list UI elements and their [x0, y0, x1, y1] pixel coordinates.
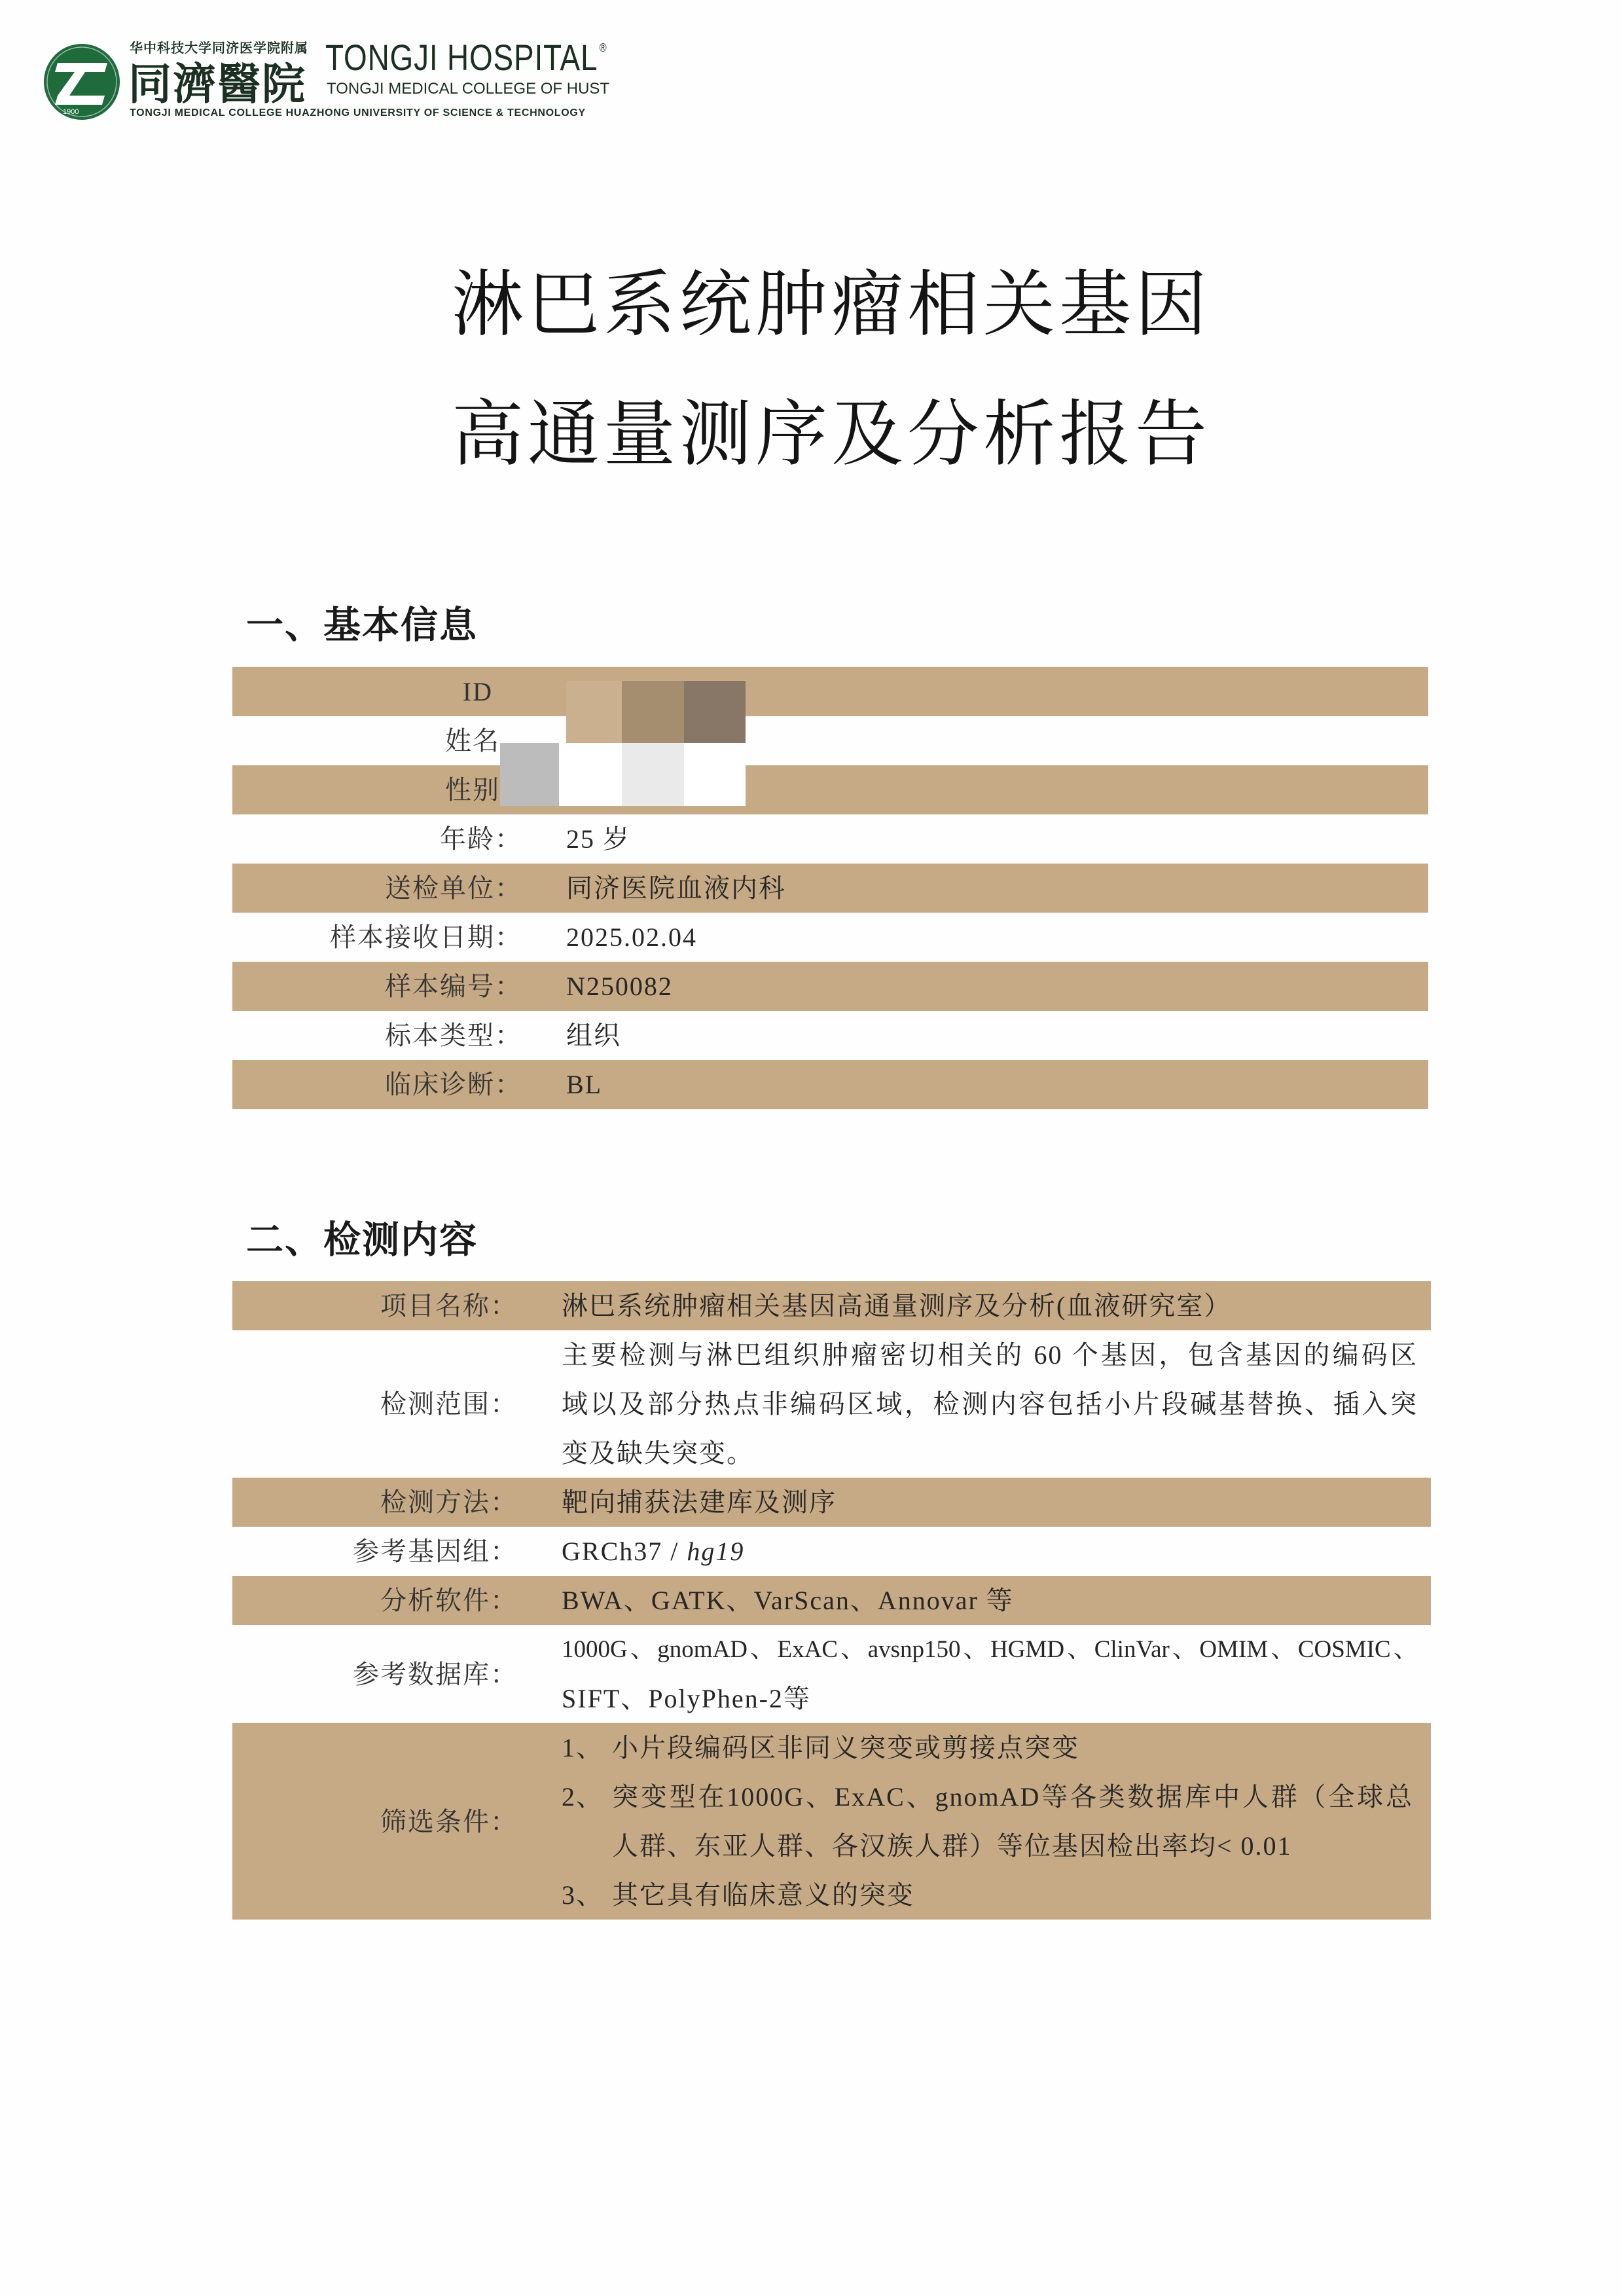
detection-label: 参考数据库：: [353, 1659, 518, 1689]
value-line: 变及缺失突变。: [562, 1438, 754, 1468]
info-label: 样本接收日期：: [330, 922, 522, 952]
value-line: 主要检测与淋巴组织肿瘤密切相关的 60 个基因，包含基因的编码区: [562, 1340, 1418, 1370]
detection-value: [562, 1576, 1418, 1625]
section-heading-basic-info: 一、基本信息: [246, 604, 478, 647]
info-row-name: [232, 716, 1428, 765]
info-label: 姓名: [445, 726, 500, 756]
detection-label: 筛选条件：: [380, 1806, 518, 1836]
info-label: 性别: [445, 775, 500, 805]
detection-label: 检测方法：: [380, 1487, 518, 1517]
info-row-department: [232, 864, 1428, 913]
detection-row-reference-genome: [232, 1527, 1431, 1576]
info-label: 标本类型：: [385, 1021, 522, 1050]
logo-name-en: TONGJI HOSPITAL: [325, 37, 598, 78]
info-row-sample-number: [232, 962, 1428, 1011]
genome-build: GRCh37 /: [562, 1537, 687, 1566]
value-line: 小片段编码区非同义突变或剪接点突变: [612, 1733, 1079, 1762]
filter-item: [562, 1723, 1418, 1772]
info-value: 25 岁: [566, 824, 630, 854]
detection-value: [562, 1478, 1418, 1527]
value-line: 域以及部分热点非编码区域，检测内容包括小片段碱基替换、插入突: [562, 1389, 1418, 1419]
tongji-emblem-icon: [43, 43, 120, 120]
mosaic-block: [622, 681, 684, 743]
mosaic-block: [684, 743, 746, 806]
detection-label: 项目名称：: [380, 1291, 518, 1321]
mosaic-block: [566, 681, 622, 743]
detection-row-filter: [232, 1723, 1431, 1920]
info-label: ID: [462, 677, 493, 706]
detection-label: 检测范围：: [380, 1389, 518, 1419]
filter-item-text: [612, 1723, 1413, 1772]
filter-item-number: 3、: [562, 1880, 604, 1910]
detection-value: [562, 1625, 1418, 1723]
logo-full-name-en: TONGJI MEDICAL COLLEGE HUAZHONG UNIVERSITY OF SCIENCE & TECHNOLOGY: [130, 107, 586, 118]
mosaic-block: [500, 743, 559, 806]
mosaic-block: [622, 743, 684, 806]
value-line: 靶向捕获法建库及测序: [562, 1487, 837, 1517]
detection-label: 参考基因组：: [353, 1537, 518, 1566]
genome-build-alias: hg19: [687, 1537, 745, 1566]
detection-row-software: [232, 1576, 1431, 1625]
info-value: N250082: [566, 972, 673, 1001]
value-line: 淋巴系统肿瘤相关基因高通量测序及分析(血液研究室）: [562, 1291, 1232, 1321]
report-title-line-1: 淋巴系统肿瘤相关基因: [452, 263, 1211, 346]
detection-table: [232, 1281, 1431, 1920]
filter-item-text: [612, 1870, 1413, 1920]
mosaic-block: [684, 681, 746, 743]
detection-row-scope: [232, 1330, 1431, 1478]
detection-value: [562, 1281, 1418, 1330]
logo-subtitle-en: TONGJI MEDICAL COLLEGE OF HUST: [327, 80, 610, 98]
detection-value: [562, 1330, 1418, 1478]
hospital-emblem: [43, 43, 120, 120]
detection-row-project-name: [232, 1281, 1431, 1330]
filter-item-number: 1、: [562, 1733, 604, 1762]
info-value: 同济医院血液内科: [566, 873, 786, 903]
info-row-id: [232, 667, 1428, 716]
detection-value: [562, 1527, 744, 1576]
logo-year: 1900: [63, 108, 79, 116]
info-row-diagnosis: [232, 1060, 1428, 1109]
detection-label: 分析软件：: [380, 1586, 518, 1615]
logo-affiliation: 华中科技大学同济医学院附属: [130, 40, 308, 56]
info-row-sex: [232, 765, 1428, 814]
info-label: 临床诊断：: [385, 1070, 522, 1099]
info-row-specimen-type: [232, 1011, 1428, 1060]
detection-row-databases: [232, 1625, 1431, 1723]
value-line: SIFT、PolyPhen-2等: [562, 1684, 811, 1713]
info-value: 组织: [566, 1021, 621, 1050]
emblem-circle: [44, 44, 120, 120]
info-value: BL: [566, 1070, 603, 1099]
info-label: 样本编号：: [385, 972, 522, 1001]
detection-row-method: [232, 1478, 1431, 1527]
value-line: 突变型在1000G、ExAC、gnomAD等各类数据库中人群（全球总: [612, 1782, 1413, 1812]
basic-info-table: [232, 667, 1428, 1109]
registered-mark: ®: [599, 41, 607, 54]
value-line: 人群、东亚人群、各汉族人群）等位基因检出率均< 0.01: [612, 1831, 1292, 1861]
section-heading-detection: 二、检测内容: [246, 1218, 478, 1262]
report-title-line-2: 高通量测序及分析报告: [452, 392, 1211, 476]
filter-item-text: [612, 1772, 1413, 1870]
filter-item: [562, 1870, 1418, 1920]
value-line: 其它具有临床意义的突变: [612, 1880, 914, 1910]
mosaic-block: [559, 743, 622, 806]
info-value: 2025.02.04: [566, 922, 697, 952]
value-line: BWA、GATK、VarScan、Annovar 等: [562, 1586, 1014, 1615]
logo-name-cn: 同濟醫院: [128, 58, 306, 109]
info-row-age: [232, 814, 1428, 864]
info-label: 送检单位：: [385, 873, 522, 903]
info-row-receive-date: [232, 913, 1428, 962]
filter-item-number: 2、: [562, 1782, 604, 1812]
filter-item: [562, 1772, 1418, 1870]
detection-value: [562, 1723, 1418, 1920]
info-label: 年龄：: [440, 824, 522, 854]
value-line: 1000G、gnomAD、ExAC、avsnp150、HGMD、ClinVar、OMIM、COSMIC、: [562, 1636, 1418, 1663]
logo-name-en-wrap: [325, 39, 607, 85]
